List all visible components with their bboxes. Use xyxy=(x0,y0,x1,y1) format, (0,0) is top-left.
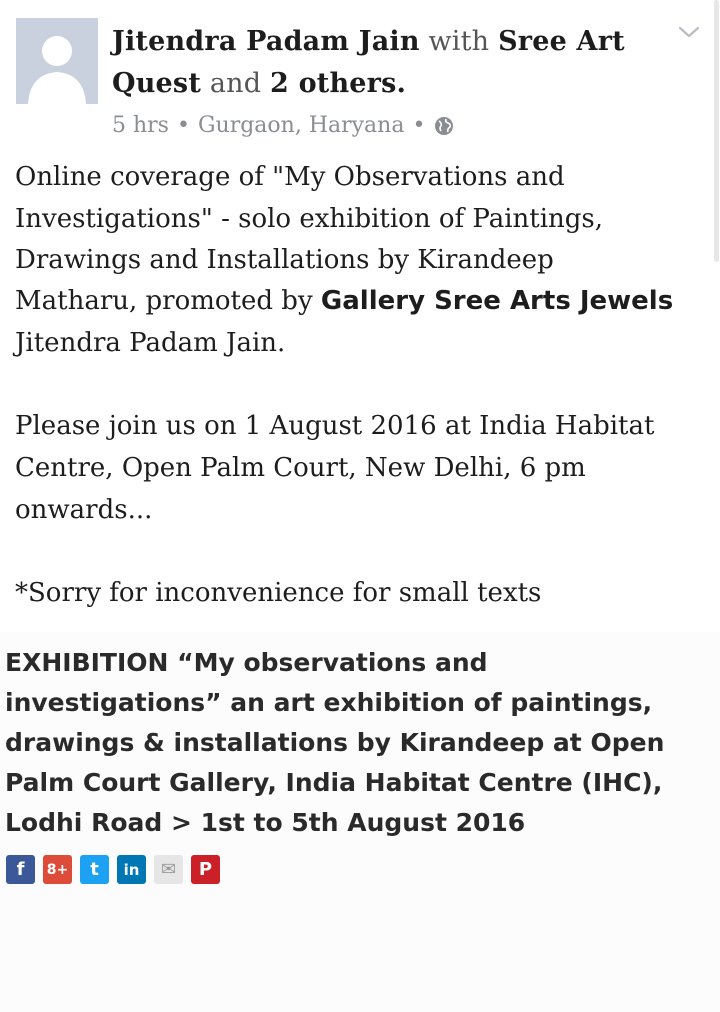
scrollbar[interactable] xyxy=(714,0,719,262)
post-para2-line-3: onwards... xyxy=(15,495,153,525)
others-link[interactable]: 2 others xyxy=(269,68,397,99)
post-line-3: Drawings and Installations by Kirandeep xyxy=(15,245,554,275)
default-profile-icon xyxy=(16,18,98,104)
post-meta xyxy=(112,113,455,138)
and-word: and xyxy=(209,68,262,99)
chevron-down-icon xyxy=(676,22,702,42)
header-period: . xyxy=(396,68,407,99)
timestamp[interactable]: 5 hrs xyxy=(112,113,169,138)
post-line-5: Jitendra Padam Jain. xyxy=(15,328,286,358)
meta-separator: • xyxy=(176,113,190,138)
post-header-line2 xyxy=(112,68,406,99)
author-name[interactable]: Jitendra Padam Jain xyxy=(112,26,420,57)
location-link[interactable]: Gurgaon, Haryana xyxy=(197,113,405,138)
tagged-gallery-link[interactable]: Gallery Sree Arts Jewels xyxy=(320,286,674,316)
shared-title-line-4: Palm Court Gallery, India Habitat Centre (IHC), xyxy=(5,768,663,797)
pinterest-icon[interactable]: P xyxy=(191,855,220,884)
meta-separator-2: • xyxy=(412,113,426,138)
shared-image[interactable] xyxy=(0,632,720,1012)
google-plus-icon[interactable]: 8+ xyxy=(43,855,72,884)
shared-title-line-5: Lodhi Road > 1st to 5th August 2016 xyxy=(5,808,526,837)
shared-title-line-3: drawings & installations by Kirandeep at Open xyxy=(5,728,665,757)
share-icons xyxy=(6,855,220,884)
globe-icon[interactable] xyxy=(433,115,455,137)
twitter-icon[interactable]: t xyxy=(80,855,109,884)
post-line-2: Investigations" - solo exhibition of Paintings, xyxy=(15,204,604,234)
avatar[interactable] xyxy=(16,18,98,104)
shared-title-line-2: investigations” an art exhibition of paintings, xyxy=(5,688,653,717)
post-note: *Sorry for inconvenience for small texts xyxy=(15,578,542,608)
post-options-button[interactable] xyxy=(676,22,702,42)
email-icon[interactable]: ✉ xyxy=(154,855,183,884)
tagged-page-name[interactable]: Sree Art xyxy=(498,26,625,57)
facebook-icon[interactable]: f xyxy=(6,855,35,884)
post-line-4 xyxy=(15,286,673,316)
post-header-line1 xyxy=(112,26,625,57)
tagged-page-name-cont[interactable]: Quest xyxy=(112,68,202,99)
post-para2-line-2: Centre, Open Palm Court, New Delhi, 6 pm xyxy=(15,453,586,483)
linkedin-icon[interactable]: in xyxy=(117,855,146,884)
post-line-1: Online coverage of "My Observations and xyxy=(15,162,565,192)
shared-title-line-1: EXHIBITION “My observations and xyxy=(5,648,488,677)
post-line-4-prefix: Matharu, promoted by xyxy=(15,286,321,316)
post-para2-line-1: Please join us on 1 August 2016 at India Habitat xyxy=(15,411,655,441)
with-word: with xyxy=(428,26,490,57)
